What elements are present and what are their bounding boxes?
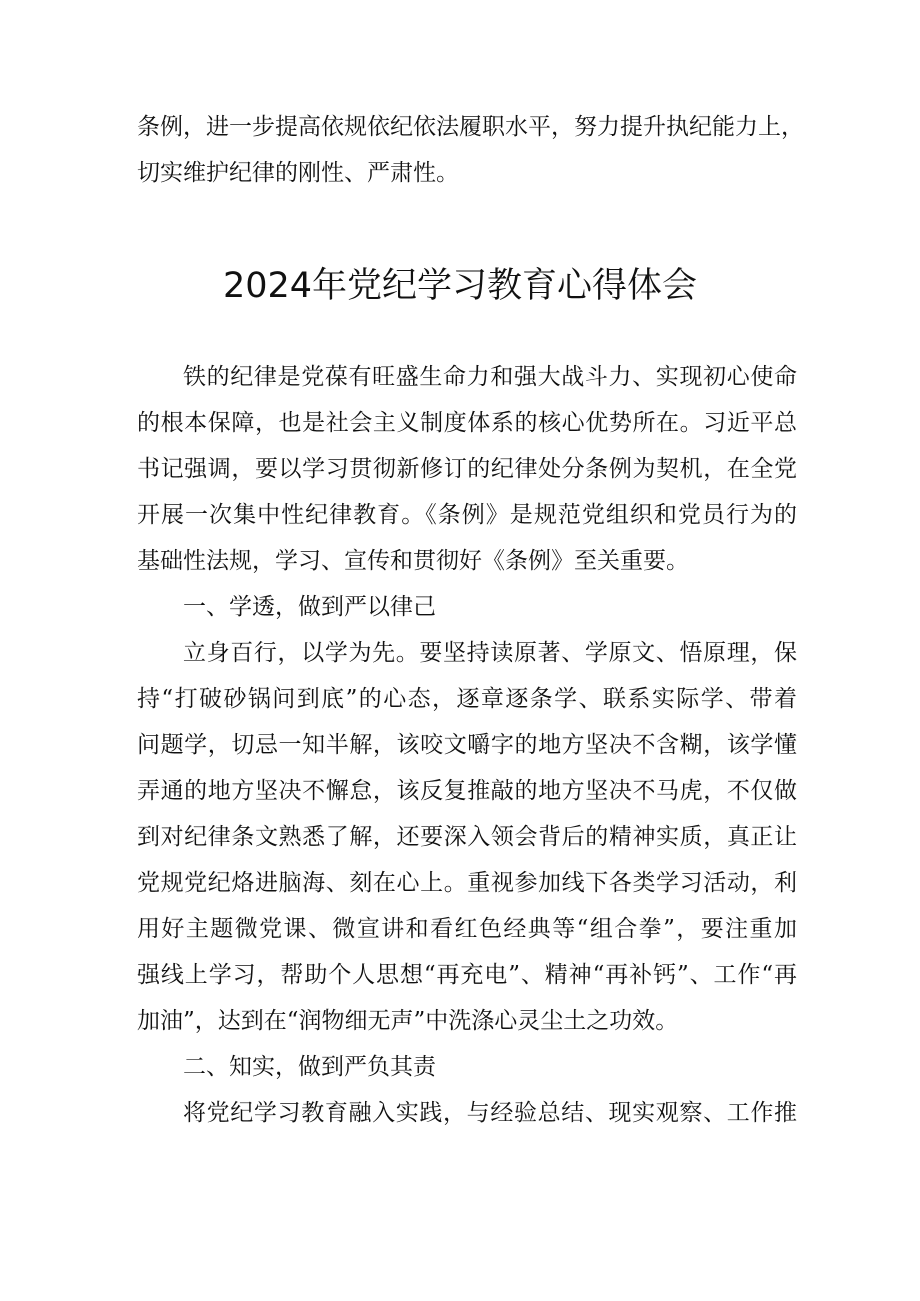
carryover-paragraph [137,104,804,196]
text-line: 到对纪律条文熟悉了解，还要深入领会背后的精神实质，真正让 [137,824,797,850]
text-line: 用好主题微党课、微宣讲和看红色经典等“组合拳”，要注重加 [137,916,797,942]
text-line: 铁的纪律是党葆有旺盛生命力和强大战斗力、实现初心使命 [183,364,797,390]
text-line: 加油”，达到在“润物细无声”中洗涤心灵尘土之功效。 [137,1008,679,1034]
section-heading-2: 二、知实，做到严负其责 [183,1054,436,1080]
text-line: 持“打破砂锅问到底”的心态，逐章逐条学、联系实际学、带着 [137,686,797,712]
section-heading-1: 一、学透，做到严以律己 [183,594,436,620]
text-line: 党规党纪烙进脑海、刻在心上。重视参加线下各类学习活动，利 [137,870,797,896]
text-line: 切实维护纪律的刚性、严肃性。 [137,160,459,186]
document-title: 2024年党纪学习教育心得体会 [222,266,698,306]
text-line: 弄通的地方坚决不懈怠，该反复推敲的地方坚决不马虎，不仅做 [137,778,797,804]
text-line: 条例，进一步提高依规依纪依法履职水平，努力提升执纪能力上， [137,114,804,140]
text-line: 开展一次集中性纪律教育。《条例》是规范党组织和党员行为的 [137,502,797,528]
text-line: 立身百行，以学为先。要坚持读原著、学原文、悟原理，保 [183,640,797,666]
text-line: 将党纪学习教育融入实践，与经验总结、现实观察、工作推 [183,1100,797,1126]
text-line: 基础性法规，学习、宣传和贯彻好《条例》至关重要。 [137,548,689,574]
text-line: 强线上学习，帮助个人思想“再充电”、精神“再补钙”、工作“再 [137,962,797,988]
document-body [137,354,797,1136]
text-line: 的根本保障，也是社会主义制度体系的核心优势所在。习近平总 [137,410,797,436]
text-line: 问题学，切忌一知半解，该咬文嚼字的地方坚决不含糊，该学懂 [137,732,797,758]
text-line: 书记强调，要以学习贯彻新修订的纪律处分条例为契机，在全党 [137,456,797,482]
